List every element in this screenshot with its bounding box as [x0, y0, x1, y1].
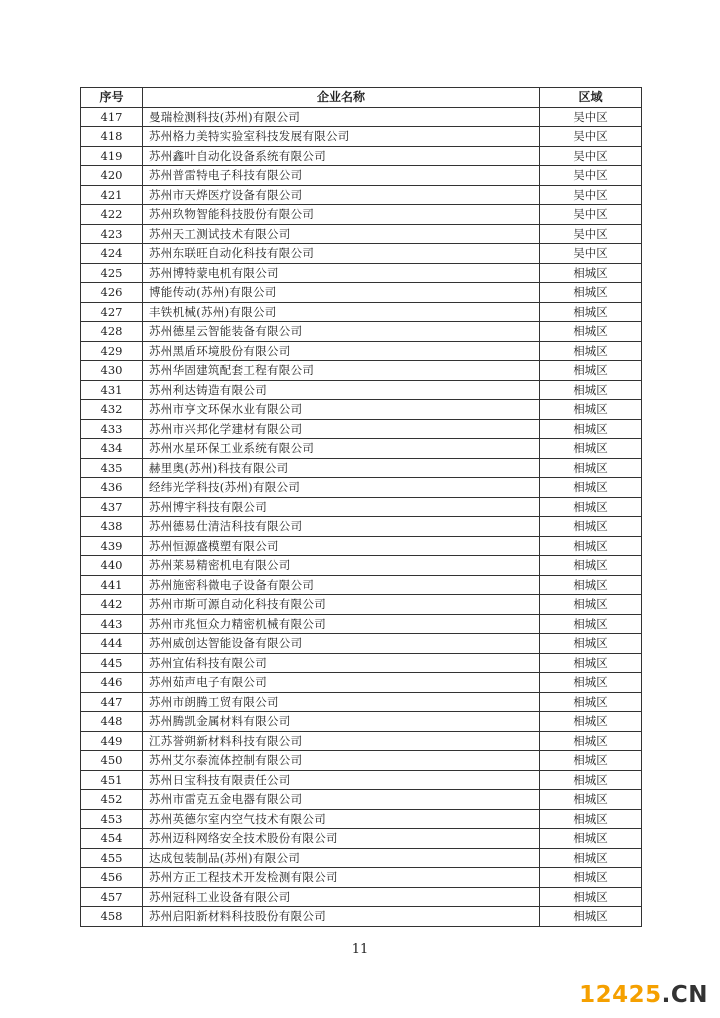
- page-number: 11: [351, 942, 369, 957]
- region: 吴中区: [540, 185, 642, 205]
- region: 相城区: [540, 380, 642, 400]
- row-index: 447: [81, 692, 143, 712]
- company-name: 苏州启阳新材料科技股份有限公司: [143, 907, 540, 927]
- company-name: 苏州施密科微电子设备有限公司: [143, 575, 540, 595]
- watermark-main: 12425: [579, 982, 662, 1008]
- enterprise-table: [80, 87, 642, 927]
- row-index: 443: [81, 614, 143, 634]
- company-name: 苏州市斯可源自动化科技有限公司: [143, 595, 540, 615]
- row-index: 451: [81, 770, 143, 790]
- company-name: 苏州威创达智能设备有限公司: [143, 634, 540, 654]
- row-index: 425: [81, 263, 143, 283]
- region: 相城区: [540, 341, 642, 361]
- table-row: [81, 478, 642, 498]
- table-row: [81, 146, 642, 166]
- region: 相城区: [540, 751, 642, 771]
- company-name: 赫里奥(苏州)科技有限公司: [143, 458, 540, 478]
- region: 相城区: [540, 419, 642, 439]
- row-index: 439: [81, 536, 143, 556]
- company-name: 经纬光学科技(苏州)有限公司: [143, 478, 540, 498]
- table-row: [81, 361, 642, 381]
- region: 相城区: [540, 517, 642, 537]
- table-row: [81, 166, 642, 186]
- region: 吴中区: [540, 146, 642, 166]
- table-row: [81, 224, 642, 244]
- table-row: [81, 907, 642, 927]
- row-index: 458: [81, 907, 143, 927]
- region: 相城区: [540, 361, 642, 381]
- region: 吴中区: [540, 205, 642, 225]
- company-name: 苏州市天烨医疗设备有限公司: [143, 185, 540, 205]
- row-index: 446: [81, 673, 143, 693]
- table-row: [81, 809, 642, 829]
- company-name: 苏州黑盾环境股份有限公司: [143, 341, 540, 361]
- company-name: 苏州市亨文环保水业有限公司: [143, 400, 540, 420]
- region: 相城区: [540, 692, 642, 712]
- region: 相城区: [540, 536, 642, 556]
- row-index: 450: [81, 751, 143, 771]
- row-index: 448: [81, 712, 143, 732]
- company-name: 苏州市朗腾工贸有限公司: [143, 692, 540, 712]
- company-name: 苏州博宇科技有限公司: [143, 497, 540, 517]
- row-index: 456: [81, 868, 143, 888]
- region: 相城区: [540, 263, 642, 283]
- table-row: [81, 497, 642, 517]
- company-name: 苏州利达铸造有限公司: [143, 380, 540, 400]
- row-index: 437: [81, 497, 143, 517]
- table-row: [81, 868, 642, 888]
- company-name: 苏州博特蒙电机有限公司: [143, 263, 540, 283]
- table-row: [81, 439, 642, 459]
- company-name: 苏州水星环保工业系统有限公司: [143, 439, 540, 459]
- company-name: 苏州宜佑科技有限公司: [143, 653, 540, 673]
- row-index: 428: [81, 322, 143, 342]
- company-name: 苏州东联旺自动化科技有限公司: [143, 244, 540, 264]
- row-index: 434: [81, 439, 143, 459]
- watermark-dot: .: [661, 982, 671, 1008]
- table-row: [81, 380, 642, 400]
- region: 相城区: [540, 575, 642, 595]
- region: 相城区: [540, 770, 642, 790]
- row-index: 455: [81, 848, 143, 868]
- row-index: 418: [81, 127, 143, 147]
- site-watermark: [579, 982, 708, 1008]
- region: 相城区: [540, 322, 642, 342]
- table-row: [81, 107, 642, 127]
- region: 相城区: [540, 868, 642, 888]
- row-index: 419: [81, 146, 143, 166]
- table-row: [81, 517, 642, 537]
- row-index: 424: [81, 244, 143, 264]
- table-row: [81, 302, 642, 322]
- region: 吴中区: [540, 166, 642, 186]
- company-name: 苏州普雷特电子科技有限公司: [143, 166, 540, 186]
- row-index: 453: [81, 809, 143, 829]
- table-row: [81, 770, 642, 790]
- company-name: 苏州市兴邦化学建材有限公司: [143, 419, 540, 439]
- table-row: [81, 458, 642, 478]
- table-row: [81, 634, 642, 654]
- company-name: 苏州方正工程技术开发检测有限公司: [143, 868, 540, 888]
- table-body: [81, 107, 642, 926]
- company-name: 苏州恒源盛模塑有限公司: [143, 536, 540, 556]
- region: 相城区: [540, 556, 642, 576]
- region: 相城区: [540, 712, 642, 732]
- table-row: [81, 673, 642, 693]
- table-row: [81, 595, 642, 615]
- table-row: [81, 127, 642, 147]
- table-row: [81, 731, 642, 751]
- company-name: 博能传动(苏州)有限公司: [143, 283, 540, 303]
- row-index: 438: [81, 517, 143, 537]
- row-index: 452: [81, 790, 143, 810]
- header-region: 区域: [540, 88, 642, 108]
- table-row: [81, 653, 642, 673]
- region: 吴中区: [540, 127, 642, 147]
- table-row: [81, 185, 642, 205]
- table-row: [81, 419, 642, 439]
- row-index: 427: [81, 302, 143, 322]
- company-name: 苏州天工测试技术有限公司: [143, 224, 540, 244]
- company-name: 苏州莱易精密机电有限公司: [143, 556, 540, 576]
- company-name: 苏州格力美特实验室科技发展有限公司: [143, 127, 540, 147]
- company-name: 苏州艾尔泰流体控制有限公司: [143, 751, 540, 771]
- enterprise-table-container: [80, 87, 641, 927]
- region: 相城区: [540, 848, 642, 868]
- row-index: 441: [81, 575, 143, 595]
- table-row: [81, 244, 642, 264]
- row-index: 417: [81, 107, 143, 127]
- table-row: [81, 556, 642, 576]
- region: 相城区: [540, 907, 642, 927]
- company-name: 苏州市兆恒众力精密机械有限公司: [143, 614, 540, 634]
- row-index: 426: [81, 283, 143, 303]
- table-row: [81, 205, 642, 225]
- table-row: [81, 575, 642, 595]
- row-index: 445: [81, 653, 143, 673]
- region: 相城区: [540, 829, 642, 849]
- region: 相城区: [540, 595, 642, 615]
- company-name: 苏州腾凯金属材料有限公司: [143, 712, 540, 732]
- row-index: 429: [81, 341, 143, 361]
- region: 相城区: [540, 673, 642, 693]
- company-name: 苏州华固建筑配套工程有限公司: [143, 361, 540, 381]
- row-index: 444: [81, 634, 143, 654]
- table-row: [81, 614, 642, 634]
- company-name: 曼瑞检测科技(苏州)有限公司: [143, 107, 540, 127]
- row-index: 454: [81, 829, 143, 849]
- row-index: 432: [81, 400, 143, 420]
- table-row: [81, 887, 642, 907]
- company-name: 苏州英德尔室内空气技术有限公司: [143, 809, 540, 829]
- table-row: [81, 283, 642, 303]
- row-index: 440: [81, 556, 143, 576]
- company-name: 丰铁机械(苏州)有限公司: [143, 302, 540, 322]
- table-row: [81, 536, 642, 556]
- region: 相城区: [540, 283, 642, 303]
- company-name: 苏州鑫叶自动化设备系统有限公司: [143, 146, 540, 166]
- table-row: [81, 263, 642, 283]
- region: 相城区: [540, 614, 642, 634]
- table-row: [81, 848, 642, 868]
- region: 相城区: [540, 731, 642, 751]
- region: 吴中区: [540, 244, 642, 264]
- row-index: 420: [81, 166, 143, 186]
- table-row: [81, 341, 642, 361]
- table-row: [81, 790, 642, 810]
- region: 相城区: [540, 400, 642, 420]
- row-index: 422: [81, 205, 143, 225]
- company-name: 苏州冠科工业设备有限公司: [143, 887, 540, 907]
- region: 相城区: [540, 887, 642, 907]
- company-name: 苏州日宝科技有限责任公司: [143, 770, 540, 790]
- region: 相城区: [540, 478, 642, 498]
- region: 吴中区: [540, 224, 642, 244]
- row-index: 423: [81, 224, 143, 244]
- company-name: 江苏誉朔新材料科技有限公司: [143, 731, 540, 751]
- company-name: 达成包装制品(苏州)有限公司: [143, 848, 540, 868]
- region: 吴中区: [540, 107, 642, 127]
- row-index: 442: [81, 595, 143, 615]
- company-name: 苏州德易仕清洁科技有限公司: [143, 517, 540, 537]
- table-row: [81, 829, 642, 849]
- table-row: [81, 712, 642, 732]
- table-row: [81, 692, 642, 712]
- row-index: 436: [81, 478, 143, 498]
- row-index: 449: [81, 731, 143, 751]
- row-index: 421: [81, 185, 143, 205]
- region: 相城区: [540, 439, 642, 459]
- row-index: 431: [81, 380, 143, 400]
- row-index: 433: [81, 419, 143, 439]
- company-name: 苏州茹声电子有限公司: [143, 673, 540, 693]
- company-name: 苏州迈科网络安全技术股份有限公司: [143, 829, 540, 849]
- region: 相城区: [540, 809, 642, 829]
- table-row: [81, 322, 642, 342]
- region: 相城区: [540, 634, 642, 654]
- row-index: 457: [81, 887, 143, 907]
- header-index: 序号: [81, 88, 143, 108]
- row-index: 435: [81, 458, 143, 478]
- company-name: 苏州德星云智能装备有限公司: [143, 322, 540, 342]
- region: 相城区: [540, 497, 642, 517]
- region: 相城区: [540, 302, 642, 322]
- company-name: 苏州玖物智能科技股份有限公司: [143, 205, 540, 225]
- watermark-tld: CN: [670, 982, 708, 1008]
- table-row: [81, 400, 642, 420]
- company-name: 苏州市雷克五金电器有限公司: [143, 790, 540, 810]
- table-row: [81, 751, 642, 771]
- region: 相城区: [540, 458, 642, 478]
- region: 相城区: [540, 653, 642, 673]
- region: 相城区: [540, 790, 642, 810]
- table-header-row: [81, 88, 642, 108]
- row-index: 430: [81, 361, 143, 381]
- header-company-name: 企业名称: [143, 88, 540, 108]
